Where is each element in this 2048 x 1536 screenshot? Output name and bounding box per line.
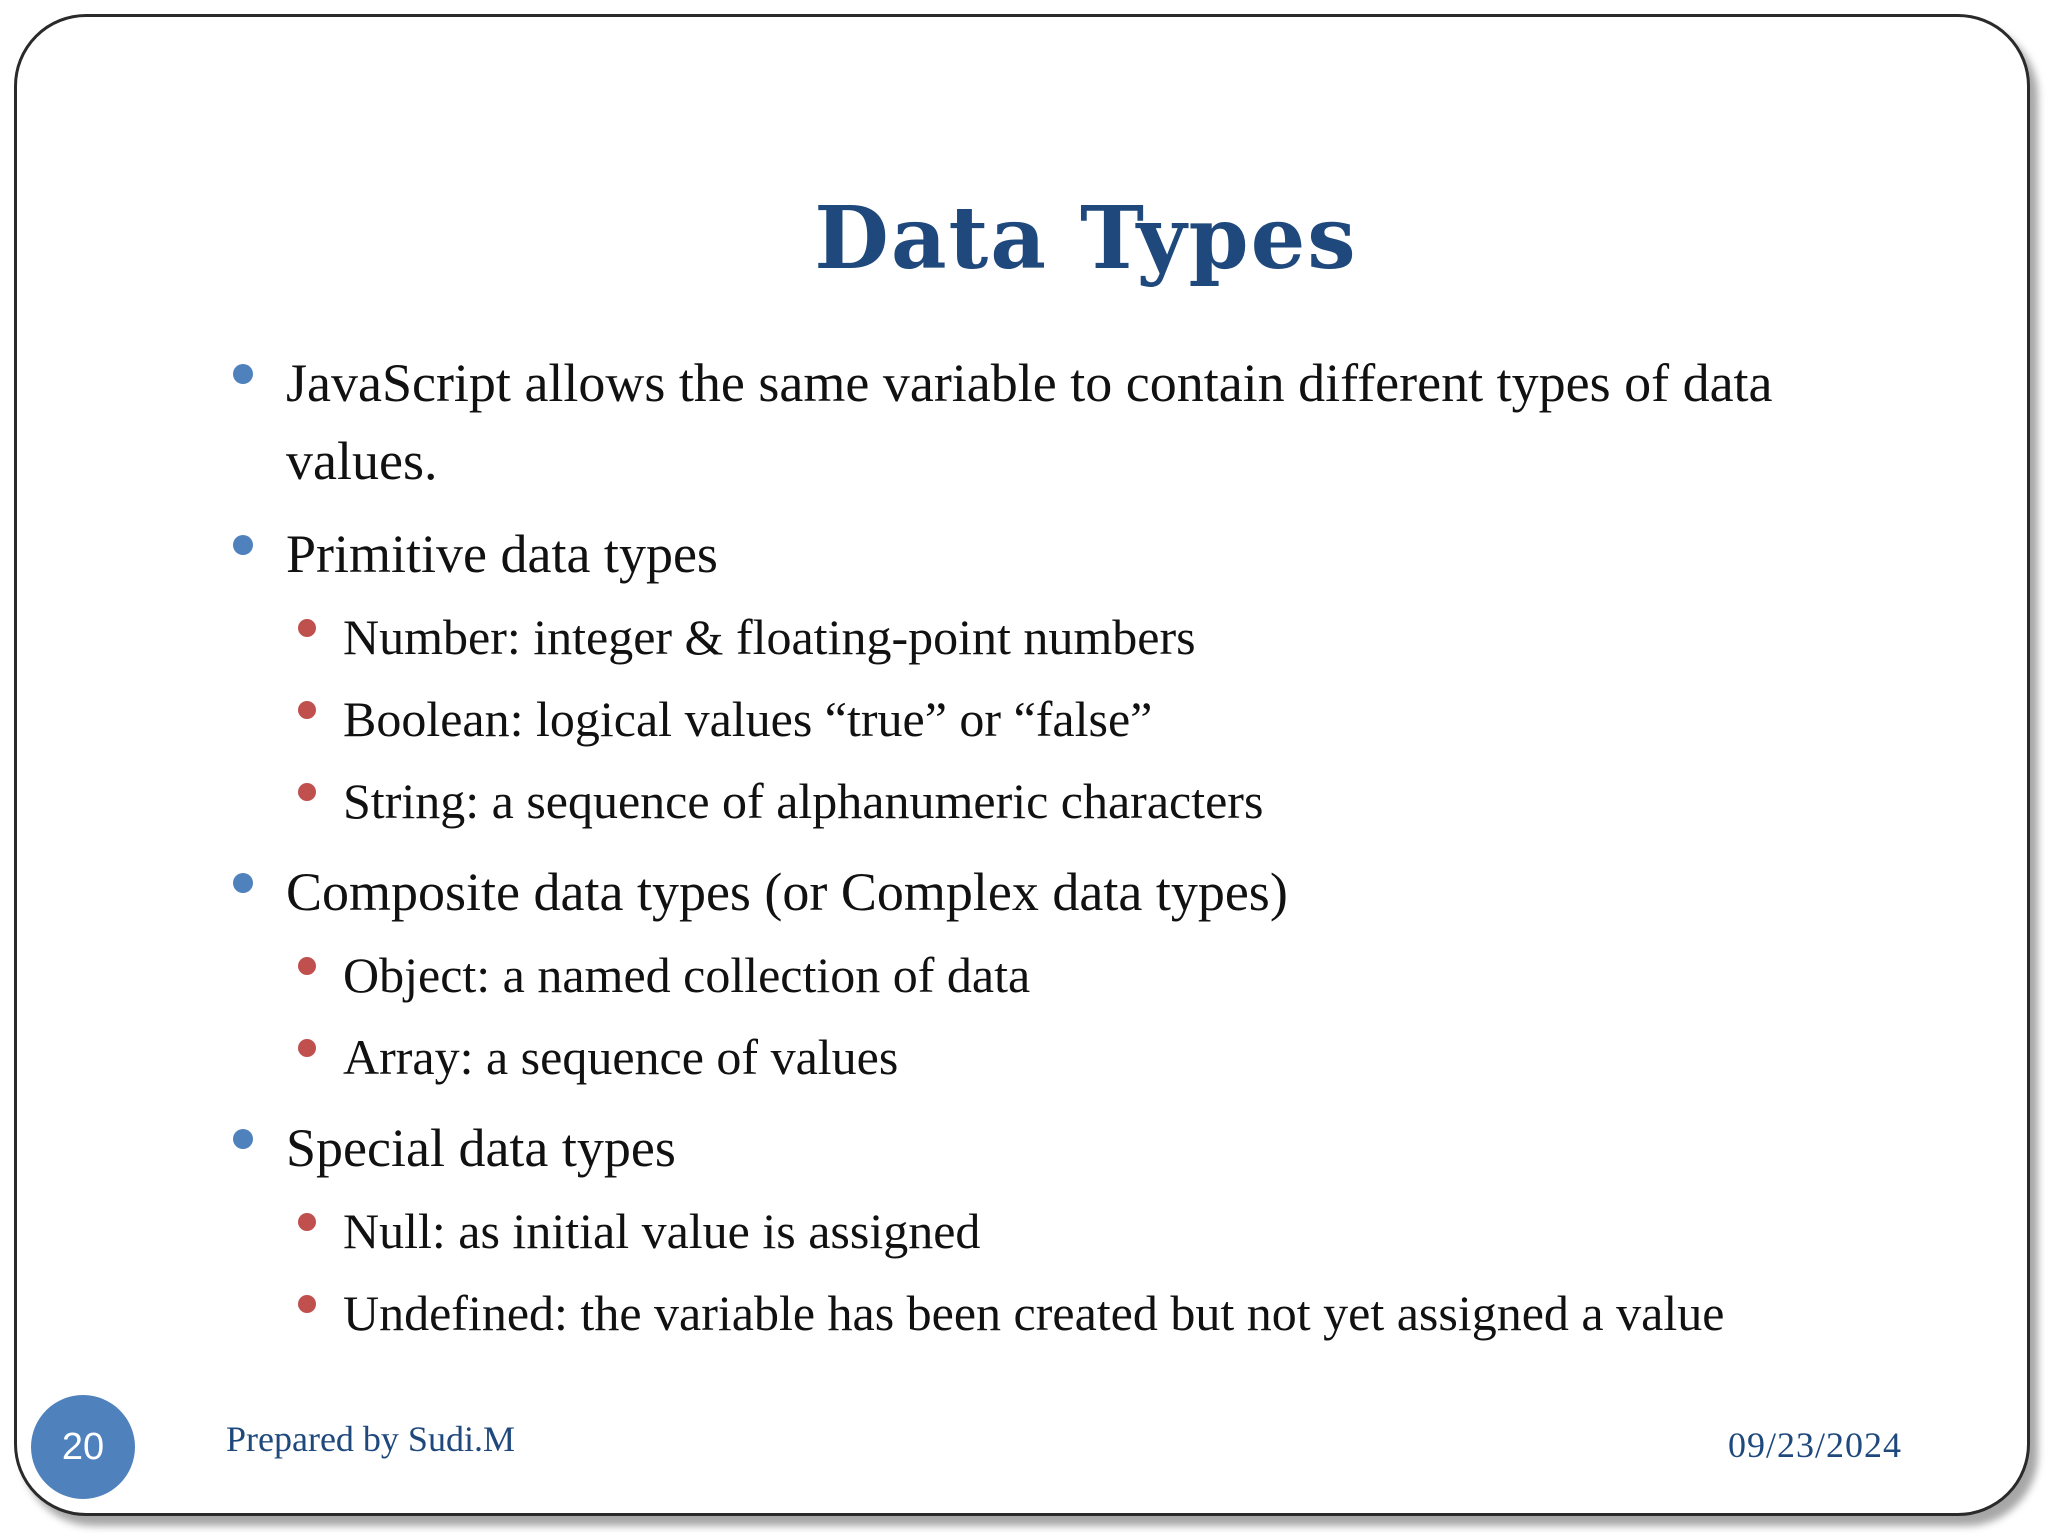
slide-title: Data Types: [814, 188, 1358, 289]
bullet-1-line-1: JavaScript allows the same variable to contain different types of data: [286, 353, 1773, 413]
level2-bullet-dot: [298, 619, 316, 637]
level1-bullet-dot: [233, 364, 253, 384]
sub-bullet-string: String: a sequence of alphanumeric characters: [343, 773, 1264, 829]
footer-author: Prepared by Sudi.M: [226, 1419, 515, 1459]
footer-date: 09/23/2024: [1728, 1425, 1903, 1465]
bullet-3: Composite data types (or Complex data types): [286, 862, 1288, 922]
sub-bullet-undefined: Undefined: the variable has been created but not yet assigned a value: [343, 1285, 1725, 1341]
sub-bullet-boolean: Boolean: logical values “true” or “false”: [343, 691, 1153, 747]
sub-bullet-number: Number: integer & floating-point numbers: [343, 609, 1196, 665]
level1-bullet-dot: [233, 873, 253, 893]
level2-bullet-dot: [298, 1213, 316, 1231]
sub-bullet-array: Array: a sequence of values: [343, 1029, 899, 1085]
level2-bullet-dot: [298, 1039, 316, 1057]
bullet-4: Special data types: [286, 1118, 676, 1178]
level2-bullet-dot: [298, 957, 316, 975]
bullet-2: Primitive data types: [286, 524, 718, 584]
sub-bullet-null: Null: as initial value is assigned: [343, 1203, 981, 1259]
page-number-badge: 20: [31, 1395, 135, 1499]
level1-bullet-dot: [233, 535, 253, 555]
level2-bullet-dot: [298, 701, 316, 719]
level2-bullet-dot: [298, 1295, 316, 1313]
level1-bullet-dot: [233, 1129, 253, 1149]
sub-bullet-object: Object: a named collection of data: [343, 947, 1031, 1003]
level2-bullet-dot: [298, 783, 316, 801]
bullet-1-line-2: values.: [286, 431, 438, 491]
